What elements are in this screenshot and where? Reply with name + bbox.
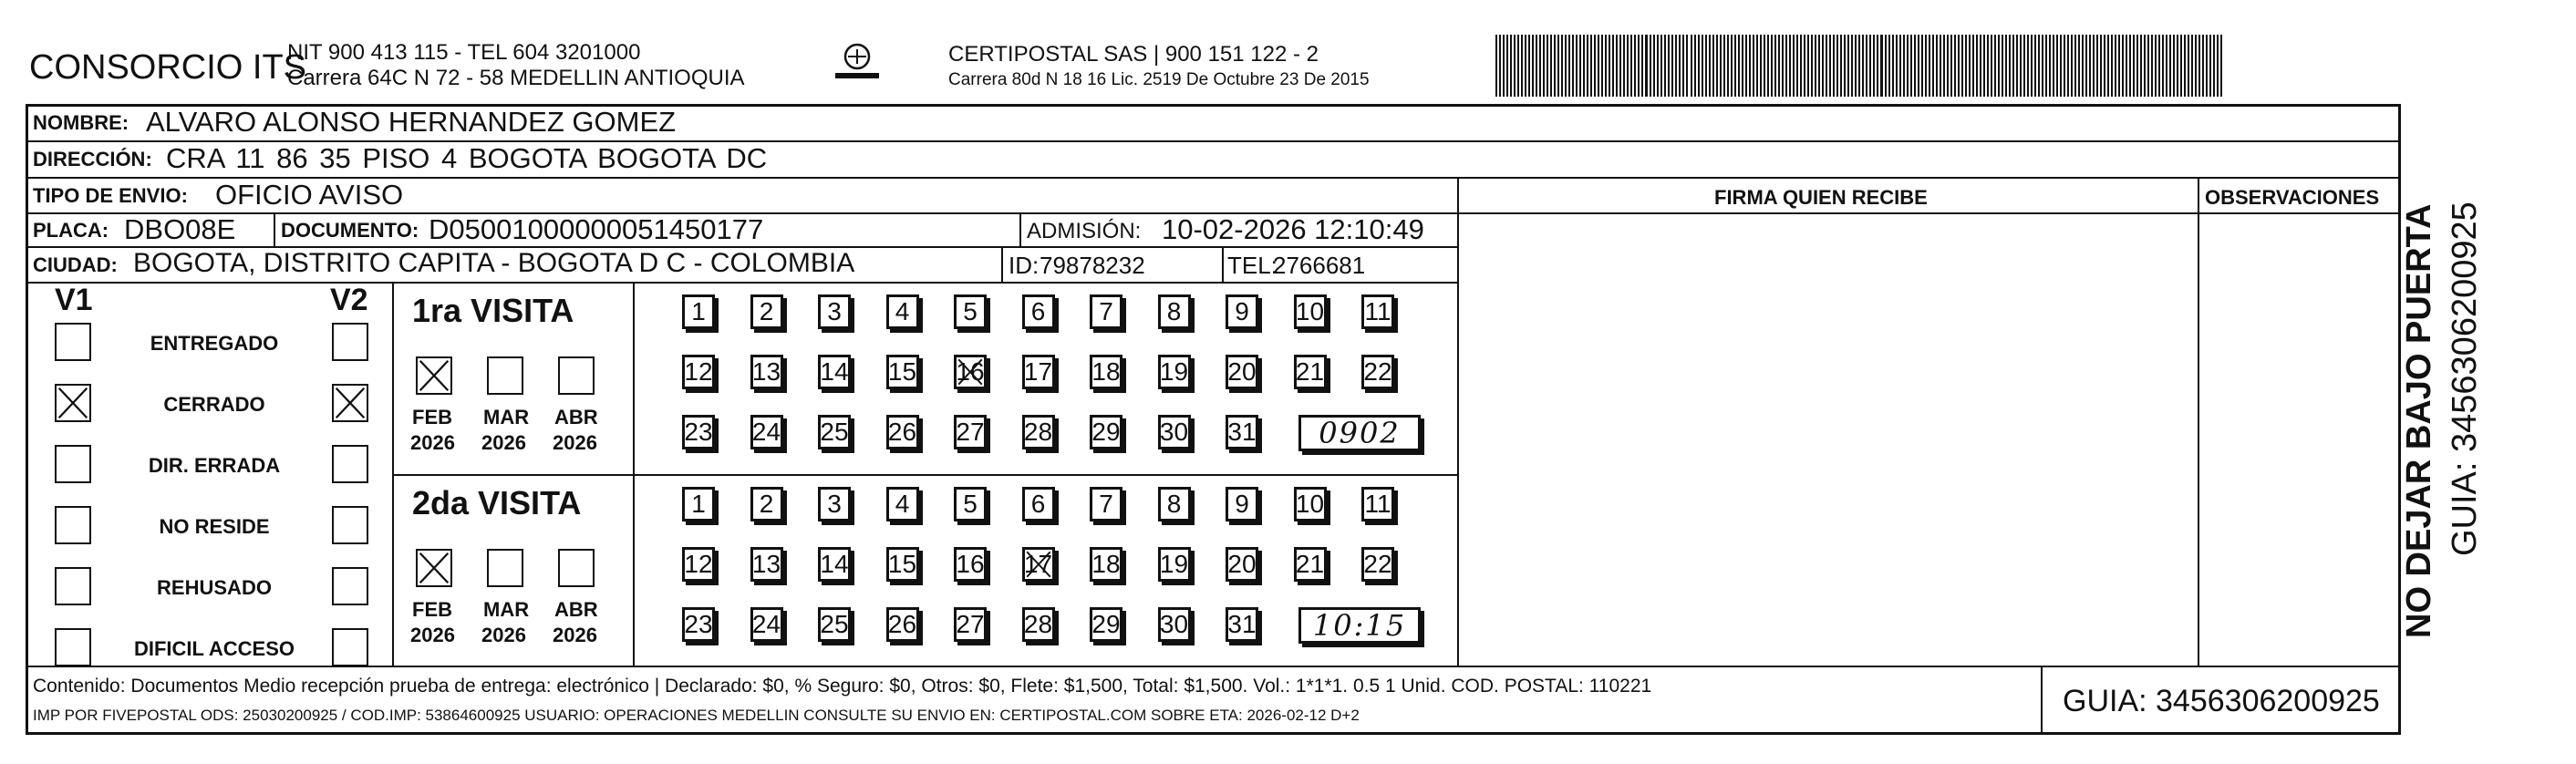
side-warning: NO DEJAR BAJO PUERTA bbox=[2400, 203, 2438, 638]
day-mark-icon bbox=[957, 357, 984, 387]
v2-checkbox-6[interactable] bbox=[332, 628, 368, 666]
day-cell-28[interactable]: 28 bbox=[1022, 415, 1055, 449]
month-label: ABR bbox=[554, 406, 598, 428]
day-cell-26[interactable]: 26 bbox=[886, 607, 919, 642]
day-cell-3[interactable]: 3 bbox=[818, 487, 851, 521]
day-cell-21[interactable]: 21 bbox=[1294, 355, 1327, 389]
footer-guia: GUIA: 3456306200925 bbox=[2063, 684, 2380, 718]
month-label: ABR bbox=[554, 598, 598, 621]
day-cell-19[interactable]: 19 bbox=[1158, 355, 1191, 389]
certipostal-logo-icon bbox=[830, 42, 885, 86]
footer-line1: Contenido: Documentos Medio recepción prueba de entrega: electrónico | Declarado: $0, % Seguro: $0, Otros: $0, Flete: $1,500, Total: $1,500. Vol.: 1*1*1. 0.5 1 Unid. COD. POSTAL: 110221 bbox=[33, 676, 1652, 697]
tel-value: 2766681 bbox=[1273, 252, 1366, 279]
day-cell-30[interactable]: 30 bbox=[1158, 415, 1191, 449]
day-cell-23[interactable]: 23 bbox=[682, 607, 715, 642]
day-cell-13[interactable]: 13 bbox=[750, 547, 783, 582]
month-checkbox-feb[interactable] bbox=[416, 549, 452, 587]
day-cell-2[interactable]: 2 bbox=[750, 294, 783, 329]
day-cell-31[interactable]: 31 bbox=[1226, 607, 1258, 642]
day-cell-18[interactable]: 18 bbox=[1090, 547, 1122, 582]
day-cell-2[interactable]: 2 bbox=[750, 487, 783, 521]
company-name: CONSORCIO ITS bbox=[29, 48, 307, 87]
year-label: 2026 bbox=[553, 431, 597, 454]
day-cell-14[interactable]: 14 bbox=[818, 355, 851, 389]
day-cell-11[interactable]: 11 bbox=[1361, 294, 1394, 329]
day-cell-16[interactable]: 16 bbox=[954, 355, 987, 389]
status-option-label: ENTREGADO bbox=[150, 332, 279, 355]
status-option-label: NO RESIDE bbox=[159, 515, 270, 538]
tipo-value: OFICIO AVISO bbox=[215, 179, 404, 211]
day-cell-4[interactable]: 4 bbox=[886, 294, 919, 329]
day-cell-5[interactable]: 5 bbox=[954, 294, 987, 329]
month-checkbox-mar[interactable] bbox=[487, 356, 523, 395]
day-cell-8[interactable]: 8 bbox=[1158, 294, 1191, 329]
v1-checkbox-2[interactable] bbox=[55, 384, 91, 422]
placa-value: DBO08E bbox=[124, 213, 236, 245]
direccion-label: DIRECCIÓN: bbox=[33, 148, 152, 170]
day-cell-19[interactable]: 19 bbox=[1158, 547, 1191, 582]
status-option-label: REHUSADO bbox=[157, 576, 272, 599]
day-cell-12[interactable]: 12 bbox=[682, 355, 715, 389]
v1-checkbox-4[interactable] bbox=[55, 506, 91, 544]
month-checkbox-abr[interactable] bbox=[558, 356, 595, 395]
handwritten-box: 0902 bbox=[1298, 415, 1421, 451]
tel-label: TEL: bbox=[1227, 252, 1278, 279]
day-cell-27[interactable]: 27 bbox=[954, 607, 987, 642]
day-cell-5[interactable]: 5 bbox=[954, 487, 987, 521]
day-cell-12[interactable]: 12 bbox=[682, 547, 715, 582]
day-cell-8[interactable]: 8 bbox=[1158, 487, 1191, 521]
v1-checkbox-5[interactable] bbox=[55, 567, 91, 605]
day-cell-13[interactable]: 13 bbox=[750, 355, 783, 389]
id-label: ID: bbox=[1009, 252, 1040, 279]
documento-value: D05001000000051450177 bbox=[429, 213, 764, 245]
v2-checkbox-1[interactable] bbox=[332, 323, 368, 361]
admision-label: ADMISIÓN: bbox=[1027, 219, 1142, 243]
month-checkbox-mar[interactable] bbox=[487, 549, 523, 587]
side-guia: GUIA: 3456306200925 bbox=[2446, 201, 2484, 556]
direccion-value: CRA 11 86 35 PISO 4 BOGOTA BOGOTA DC bbox=[166, 142, 768, 174]
day-cell-24[interactable]: 24 bbox=[750, 607, 783, 642]
nombre-value: ALVARO ALONSO HERNANDEZ GOMEZ bbox=[146, 106, 677, 138]
day-cell-23[interactable]: 23 bbox=[682, 415, 715, 449]
day-cell-30[interactable]: 30 bbox=[1158, 607, 1191, 642]
day-cell-29[interactable]: 29 bbox=[1090, 607, 1122, 642]
v2-checkbox-4[interactable] bbox=[332, 506, 368, 544]
day-mark-icon bbox=[1025, 550, 1052, 579]
day-cell-24[interactable]: 24 bbox=[750, 415, 783, 449]
day-cell-10[interactable]: 10 bbox=[1294, 294, 1327, 329]
day-cell-1[interactable]: 1 bbox=[682, 487, 715, 521]
day-cell-9[interactable]: 9 bbox=[1226, 294, 1258, 329]
courier-address: Carrera 80d N 18 16 Lic. 2519 De Octubre 23 De 2015 bbox=[948, 70, 1370, 89]
tipo-label: TIPO DE ENVIO: bbox=[33, 184, 188, 207]
documento-label: DOCUMENTO: bbox=[281, 219, 419, 242]
visit-title: 2da VISITA bbox=[412, 484, 582, 521]
day-cell-10[interactable]: 10 bbox=[1294, 487, 1327, 521]
admision-value: 10-02-2026 12:10:49 bbox=[1162, 213, 1424, 245]
observaciones-header: OBSERVACIONES bbox=[2205, 186, 2380, 209]
day-cell-26[interactable]: 26 bbox=[886, 415, 919, 449]
status-option-label: DIR. ERRADA bbox=[148, 454, 281, 477]
v1-checkbox-6[interactable] bbox=[55, 628, 91, 666]
placa-label: PLACA: bbox=[33, 219, 109, 242]
v2-checkbox-2[interactable] bbox=[332, 384, 368, 422]
day-cell-7[interactable]: 7 bbox=[1090, 294, 1122, 329]
nit-line: NIT 900 413 115 - TEL 604 3201000 bbox=[287, 40, 641, 65]
day-cell-15[interactable]: 15 bbox=[886, 547, 919, 582]
nombre-label: NOMBRE: bbox=[33, 111, 129, 134]
day-cell-22[interactable]: 22 bbox=[1361, 547, 1394, 582]
address-line: Carrera 64C N 72 - 58 MEDELLIN ANTIOQUIA bbox=[287, 66, 745, 90]
firma-header: FIRMA QUIEN RECIBE bbox=[1714, 186, 1928, 209]
month-label: MAR bbox=[483, 406, 530, 428]
v2-checkbox-3[interactable] bbox=[332, 445, 368, 483]
day-cell-25[interactable]: 25 bbox=[818, 415, 851, 449]
day-cell-27[interactable]: 27 bbox=[954, 415, 987, 449]
v1-label: V1 bbox=[55, 283, 93, 317]
visit-title: 1ra VISITA bbox=[412, 292, 574, 329]
day-cell-1[interactable]: 1 bbox=[682, 294, 715, 329]
day-cell-20[interactable]: 20 bbox=[1226, 547, 1258, 582]
month-label: MAR bbox=[483, 598, 530, 621]
month-checkbox-abr[interactable] bbox=[558, 549, 595, 587]
day-cell-4[interactable]: 4 bbox=[886, 487, 919, 521]
day-cell-31[interactable]: 31 bbox=[1226, 415, 1258, 449]
day-cell-18[interactable]: 18 bbox=[1090, 355, 1122, 389]
day-cell-11[interactable]: 11 bbox=[1361, 487, 1394, 521]
v2-label: V2 bbox=[330, 283, 368, 317]
barcode bbox=[1495, 35, 2225, 97]
day-cell-20[interactable]: 20 bbox=[1226, 355, 1258, 389]
year-label: 2026 bbox=[410, 431, 455, 454]
month-label: FEB bbox=[412, 406, 452, 428]
day-cell-17[interactable]: 17 bbox=[1022, 547, 1055, 582]
ciudad-label: CIUDAD: bbox=[33, 253, 118, 276]
year-label: 2026 bbox=[553, 624, 597, 646]
year-label: 2026 bbox=[481, 624, 526, 646]
day-cell-28[interactable]: 28 bbox=[1022, 607, 1055, 642]
day-cell-9[interactable]: 9 bbox=[1226, 487, 1258, 521]
status-option-label: DIFICIL ACCESO bbox=[133, 637, 295, 660]
day-cell-15[interactable]: 15 bbox=[886, 355, 919, 389]
year-label: 2026 bbox=[481, 431, 526, 454]
day-cell-6[interactable]: 6 bbox=[1022, 294, 1055, 329]
v1-checkbox-3[interactable] bbox=[55, 445, 91, 483]
v2-checkbox-5[interactable] bbox=[332, 567, 368, 605]
id-value: 79878232 bbox=[1040, 252, 1145, 279]
year-label: 2026 bbox=[410, 624, 455, 646]
day-cell-7[interactable]: 7 bbox=[1090, 487, 1122, 521]
day-cell-25[interactable]: 25 bbox=[818, 607, 851, 642]
footer-line2: IMP POR FIVEPOSTAL ODS: 25030200925 / COD.IMP: 53864600925 USUARIO: OPERACIONES MEDELLIN CONSULTE SU ENVIO EN: CERTIPOSTAL.COM SOBRE ETA: 2026-02-12 D+2 bbox=[33, 707, 1360, 724]
ciudad-value: BOGOTA, DISTRITO CAPITA - BOGOTA D C - COLOMBIA bbox=[133, 248, 855, 278]
day-cell-29[interactable]: 29 bbox=[1090, 415, 1122, 449]
day-cell-16[interactable]: 16 bbox=[954, 547, 987, 582]
handwritten-box: 10:15 bbox=[1298, 607, 1421, 644]
day-cell-14[interactable]: 14 bbox=[818, 547, 851, 582]
month-checkbox-feb[interactable] bbox=[416, 356, 452, 395]
day-cell-17[interactable]: 17 bbox=[1022, 355, 1055, 389]
status-option-label: CERRADO bbox=[163, 393, 265, 416]
courier-line: CERTIPOSTAL SAS | 900 151 122 - 2 bbox=[948, 42, 1319, 67]
day-cell-3[interactable]: 3 bbox=[818, 294, 851, 329]
v1-checkbox-1[interactable] bbox=[55, 323, 91, 361]
day-cell-6[interactable]: 6 bbox=[1022, 487, 1055, 521]
day-cell-22[interactable]: 22 bbox=[1361, 355, 1394, 389]
day-cell-21[interactable]: 21 bbox=[1294, 547, 1327, 582]
month-label: FEB bbox=[412, 598, 452, 621]
